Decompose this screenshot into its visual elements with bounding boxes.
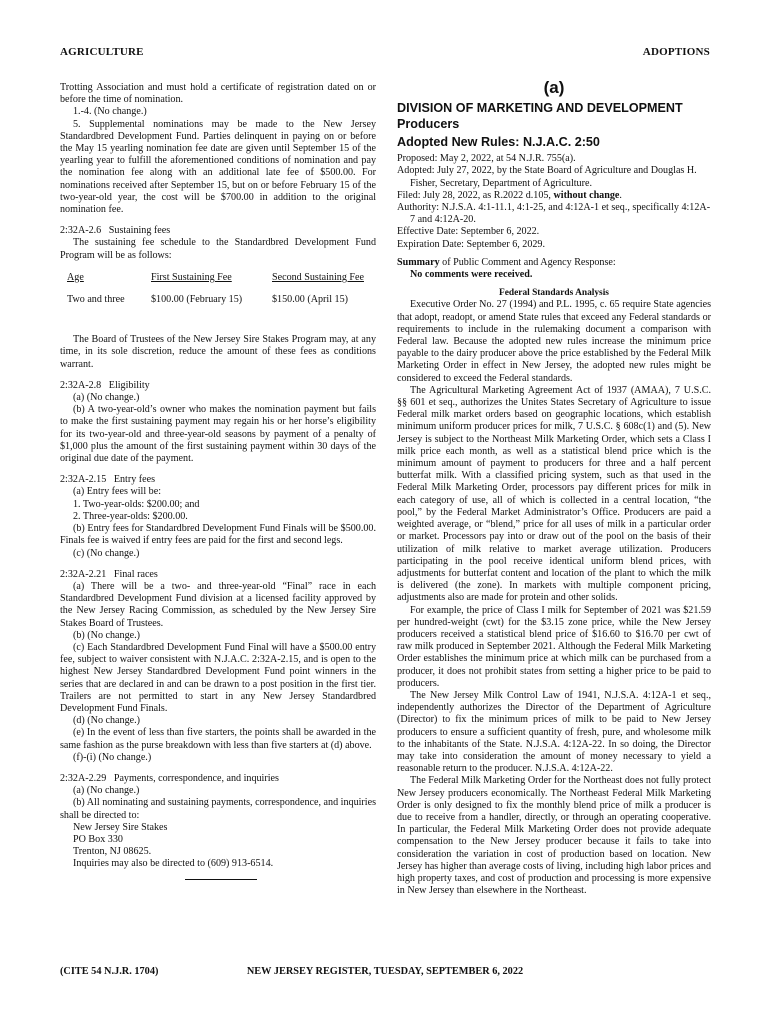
no-comments-note: No comments were received. [410, 269, 533, 281]
footer-register-date: NEW JERSEY REGISTER, TUESDAY, SEPTEMBER 6, 2022 [246, 966, 524, 977]
table-header: First Sustaining Fee [151, 271, 232, 283]
paragraph: Executive Order No. 27 (1994) and P.L. 1995, c. 65 require State agencies that adopt, readopt, or amend State rules that exceed any Federal standards or requirements to include in the rulemaking document a comparison with Federal law. Because the adopted new rules increase the minimum price payable to the dairy producer above the price established by the Federal Milk Marketing Order in effect in New Jersey, the adopted new rules might be considered to exceed the Federal standards. [397, 299, 711, 384]
running-header-section: AGRICULTURE [60, 46, 144, 58]
sustaining-fee-table [67, 272, 372, 306]
section-heading: 2:32A-2.8 Eligibility [60, 379, 150, 391]
footer-citation: (CITE 54 N.J.R. 1704) [60, 966, 159, 977]
paragraph: The sustaining fee schedule to the Standardbred Development Fund Program will be as follows: [60, 237, 376, 261]
paragraph: 5. Supplemental nominations may be made to the New Jersey Standardbred Development Fund. Parties delinquent in paying on or before the May 15 yearling nomination fee date are given until September 15 of the yearling year to fulfill the aforementioned conditions of nomination and pay the nomination fee along with an additional late fee of $500.00. For nominations received after September 15, but on or before February 15 of the two-year-old year, the cost will be $700.00 in addition to the original nomination fee. [60, 118, 376, 216]
paragraph: (b) All nominating and sustaining payments, correspondence, and inquiries shall be directed to: [60, 797, 376, 821]
paragraph: (d) (No change.) [73, 715, 140, 727]
section-heading: 2:32A-2.15 Entry fees [60, 474, 156, 486]
section-heading: 2:32A-2.6 Sustaining fees [60, 225, 171, 237]
paragraph: (b) (No change.) [73, 629, 140, 641]
paragraph: (a) (No change.) [73, 392, 140, 404]
paragraph: 1.-4. (No change.) [73, 106, 147, 118]
paragraph: (b) A two-year-old’s owner who makes the nomination payment but fails to make the first sustaining payment may regain his or her horse’s eligibility for its two-year-old and three-year-old seasons by payment of a penalty of $1,000 plus the amount of the first sustaining payment within 30 days of the original due date of the payment. [60, 404, 376, 465]
left-column [60, 82, 376, 880]
paragraph: The Agricultural Marketing Agreement Act of 1937 (AMAA), 7 U.S.C. §§ 601 et seq., authorizes the Unites States Secretary of Agriculture to issue Federal milk market orders based on geographic locations, which establish minimum uniform producer prices for milk, 7 U.S.C. § 608c(1) and (5). New Jersey is subject to the Northeast Milk Marketing Order, which sets a Class I milk price each month, as well as a statistical blend price which is the minimum amount of payment to producers for three and a half percent butterfat milk. With a classified pricing system, such as that used in the Federal Milk Marketing Order, processors pay different prices for milk in each category of use, all of which is collected in a central location, “the pool,” by the Federal Market Administrator’s Office. Producers are paid a weighted average, or “blend,” price for all uses of milk in a particular order or market. Processors pay into or draw out of the pool on the basis of their utilization of milk relative to market average utilization. Producers participating in the pool receive identical uniform blend prices, with adjustments for butterfat content and location of the plant to which the milk is delivered (the zone). In markets with multiple component pricing, adjustments also are made for protein and other solids. [397, 384, 711, 604]
section-heading: 2:32A-2.21 Final races [60, 568, 158, 580]
paragraph: For example, the price of Class I milk for September of 2021 was $21.59 per hundred-weight (cwt) for the $3.15 zone price, while the New Jersey producers received a statistical blend price of $16.60 to $16.70 per cwt of raw milk produced in September 2021. Although the Federal Milk Marketing Order establishes the minimum price at which milk can be purchased from a producer, it does not prohibit states from setting a higher price to be paid to producers. [397, 604, 711, 689]
table-cell: $150.00 (April 15) [272, 294, 348, 306]
table-row [67, 294, 372, 306]
paragraph: 2. Three-year-olds: $200.00. [73, 510, 188, 522]
paragraph: The Federal Milk Marketing Order for the Northeast does not fully protect New Jersey producers economically. The Northeast Federal Milk Marketing Order is only designed to fix the monthly blend price of milk a producer is due to receive from a handler, directly, or through an operating cooperative. In particular, the Federal Milk Marketing Order does not provide adequate compensation to the New Jersey producer because it fails to take into consideration the variation in cost of production based on location. New Jersey has higher than average costs of living, including high labor prices and high property taxes, and cost of production and processing is more expensive in New Jersey than elsewhere in the Northeast. [397, 775, 711, 897]
paragraph: (e) In the event of less than five starters, the points shall be awarded in the same fashion as the purse breakdown with less than five starters at (d) above. [60, 727, 376, 751]
summary-heading: Summary of Public Comment and Agency Response: [397, 256, 616, 268]
item-letter: (a) [543, 78, 565, 97]
agency-division: DIVISION OF MARKETING AND DEVELOPMENT [397, 101, 683, 116]
table-header: Age [67, 271, 84, 283]
paragraph: (a) (No change.) [73, 785, 140, 797]
authority-line: Authority: N.J.S.A. 4:1-11.1, 4:1-25, and 4:12A-1 et seq., specifically 4:12A-7 and 4:12A-20. [397, 202, 711, 226]
paragraph: (c) (No change.) [73, 547, 140, 559]
address-line: Trenton, NJ 08625. [73, 846, 152, 858]
paragraph: Trotting Association and must hold a certificate of registration dated on or before the time of nomination. [60, 82, 376, 106]
filed-line: Filed: July 28, 2022, as R.2022 d.105, without change. [397, 189, 622, 201]
section-divider [185, 879, 257, 880]
adopted-line: Adopted: July 27, 2022, by the State Board of Agriculture and Douglas H. Fisher, Secretary, Department of Agriculture. [397, 165, 697, 189]
table-cell: $100.00 (February 15) [151, 294, 243, 306]
paragraph: The New Jersey Milk Control Law of 1941, N.J.S.A. 4:12A-1 et seq., independently authorizes the Director of the Department of Agriculture (Director) to fix the minimum prices of milk to be paid to New Jersey producers to ensure a sufficient quantity of fresh, pure, and wholesome milk to the inhabitants of the State. N.J.S.A. 4:12A-22. In so doing, the Director may take into consideration the amount of money necessary to yield a reasonable return to the producer. N.J.S.A. 4:12A-22. [397, 689, 711, 775]
address-line: New Jersey Sire Stakes [73, 821, 168, 833]
table-cell: Two and three [67, 294, 125, 306]
effective-date: Effective Date: September 6, 2022. [397, 226, 540, 238]
paragraph: The Board of Trustees of the New Jersey Sire Stakes Program may, at any time, in its sole discretion, reduce the amount of these fees as conditions warrant. [60, 334, 376, 370]
agency-subject: Producers [397, 117, 460, 132]
paragraph: (c) Each Standardbred Development Fund Final will have a $500.00 entry fee, subject to waiver consistent with N.J.A.C. 2:32A-2.15, and is open to the highest New Jersey Standardbred Development Fund point winners in the series that are declared in and can be drawn to a post position in the first tier. Trailers are not permitted to start in any New Jersey Standardbred Development Fund Finals. [60, 641, 376, 714]
running-header-type: ADOPTIONS [642, 46, 710, 58]
right-column [397, 78, 711, 897]
paragraph: 1. Two-year-olds: $200.00; and [73, 498, 200, 510]
paragraph: (b) Entry fees for Standardbred Development Fund Finals will be $500.00. Finals fee is waived if entry fees are paid for the first and second legs. [60, 523, 376, 547]
section-heading: 2:32A-2.29 Payments, correspondence, and inquiries [60, 772, 279, 784]
federal-standards-heading: Federal Standards Analysis [499, 288, 609, 299]
proposed-line: Proposed: May 2, 2022, at 54 N.J.R. 755(a). [397, 153, 576, 165]
paragraph: (a) Entry fees will be: [73, 486, 162, 498]
address-line: PO Box 330 [73, 833, 123, 845]
adoption-title: Adopted New Rules: N.J.A.C. 2:50 [397, 135, 600, 150]
table-header: Second Sustaining Fee [272, 271, 364, 283]
paragraph: (f)-(i) (No change.) [73, 751, 152, 763]
address-line: Inquiries may also be directed to (609) 913-6514. [73, 858, 274, 870]
expiration-date: Expiration Date: September 6, 2029. [397, 238, 546, 250]
paragraph: (a) There will be a two- and three-year-old “Final” race in each Standardbred Development Fund division at a licensed facility approved by the New Jersey Racing Commission, as scheduled by the New Jersey Sire Stakes Board of Trustees. [60, 580, 376, 629]
